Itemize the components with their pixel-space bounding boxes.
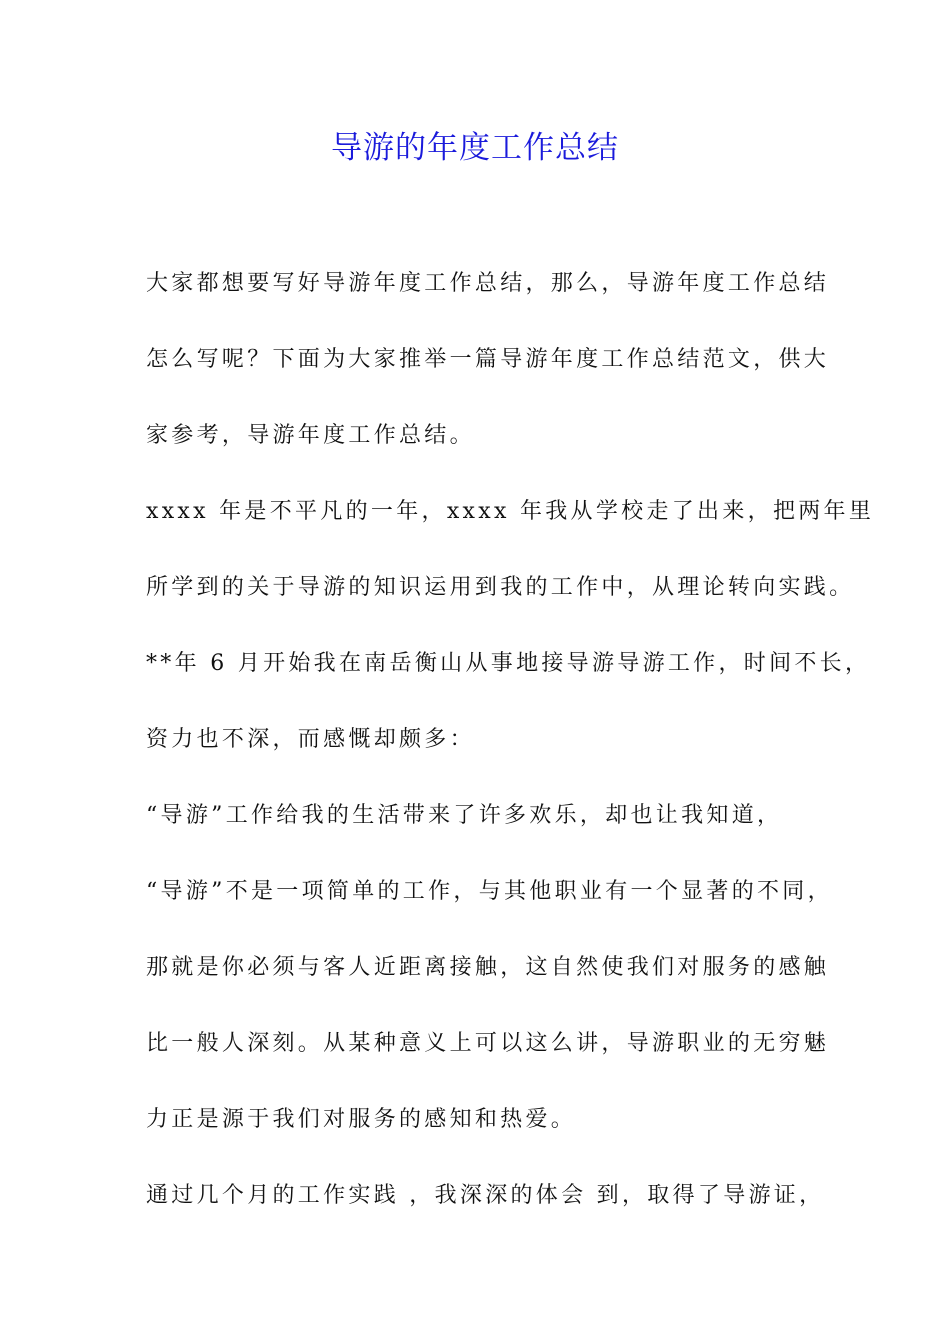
body-line: 那就是你必须与客人近距离接触，这自然使我们对服务的感触 <box>146 955 830 980</box>
document-body <box>146 264 875 1252</box>
body-line: 家参考，导游年度工作总结。 <box>146 423 475 448</box>
body-line: **年 6 月开始我在南岳衡山从事地接导游导游工作，时间不长， <box>146 651 871 676</box>
body-line: “导游”不是一项简单的工作，与其他职业有一个显著的不同， <box>146 879 833 904</box>
body-line: 大家都想要写好导游年度工作总结，那么，导游年度工作总结 <box>146 271 830 296</box>
body-line: 比一般人深刻。从某种意义上可以这么讲，导游职业的无穷魅 <box>146 1031 830 1056</box>
body-line: 所学到的关于导游的知识运用到我的工作中，从理论转向实践。 <box>146 575 855 600</box>
body-line: 资力也不深，而感慨却颇多： <box>146 727 475 752</box>
body-line: “导游”工作给我的生活带来了许多欢乐，却也让我知道， <box>146 803 783 828</box>
body-line: xxxx 年是不平凡的一年，xxxx 年我从学校走了出来，把两年里 <box>146 499 875 524</box>
document-title: 导游的年度工作总结 <box>331 130 619 166</box>
body-line: 通过几个月的工作实践 ，我深深的体会 到，取得了导游证， <box>146 1183 825 1208</box>
body-line: 力正是源于我们对服务的感知和热爱。 <box>146 1107 577 1132</box>
body-line: 怎么写呢？下面为大家推举一篇导游年度工作总结范文，供大 <box>146 347 830 372</box>
